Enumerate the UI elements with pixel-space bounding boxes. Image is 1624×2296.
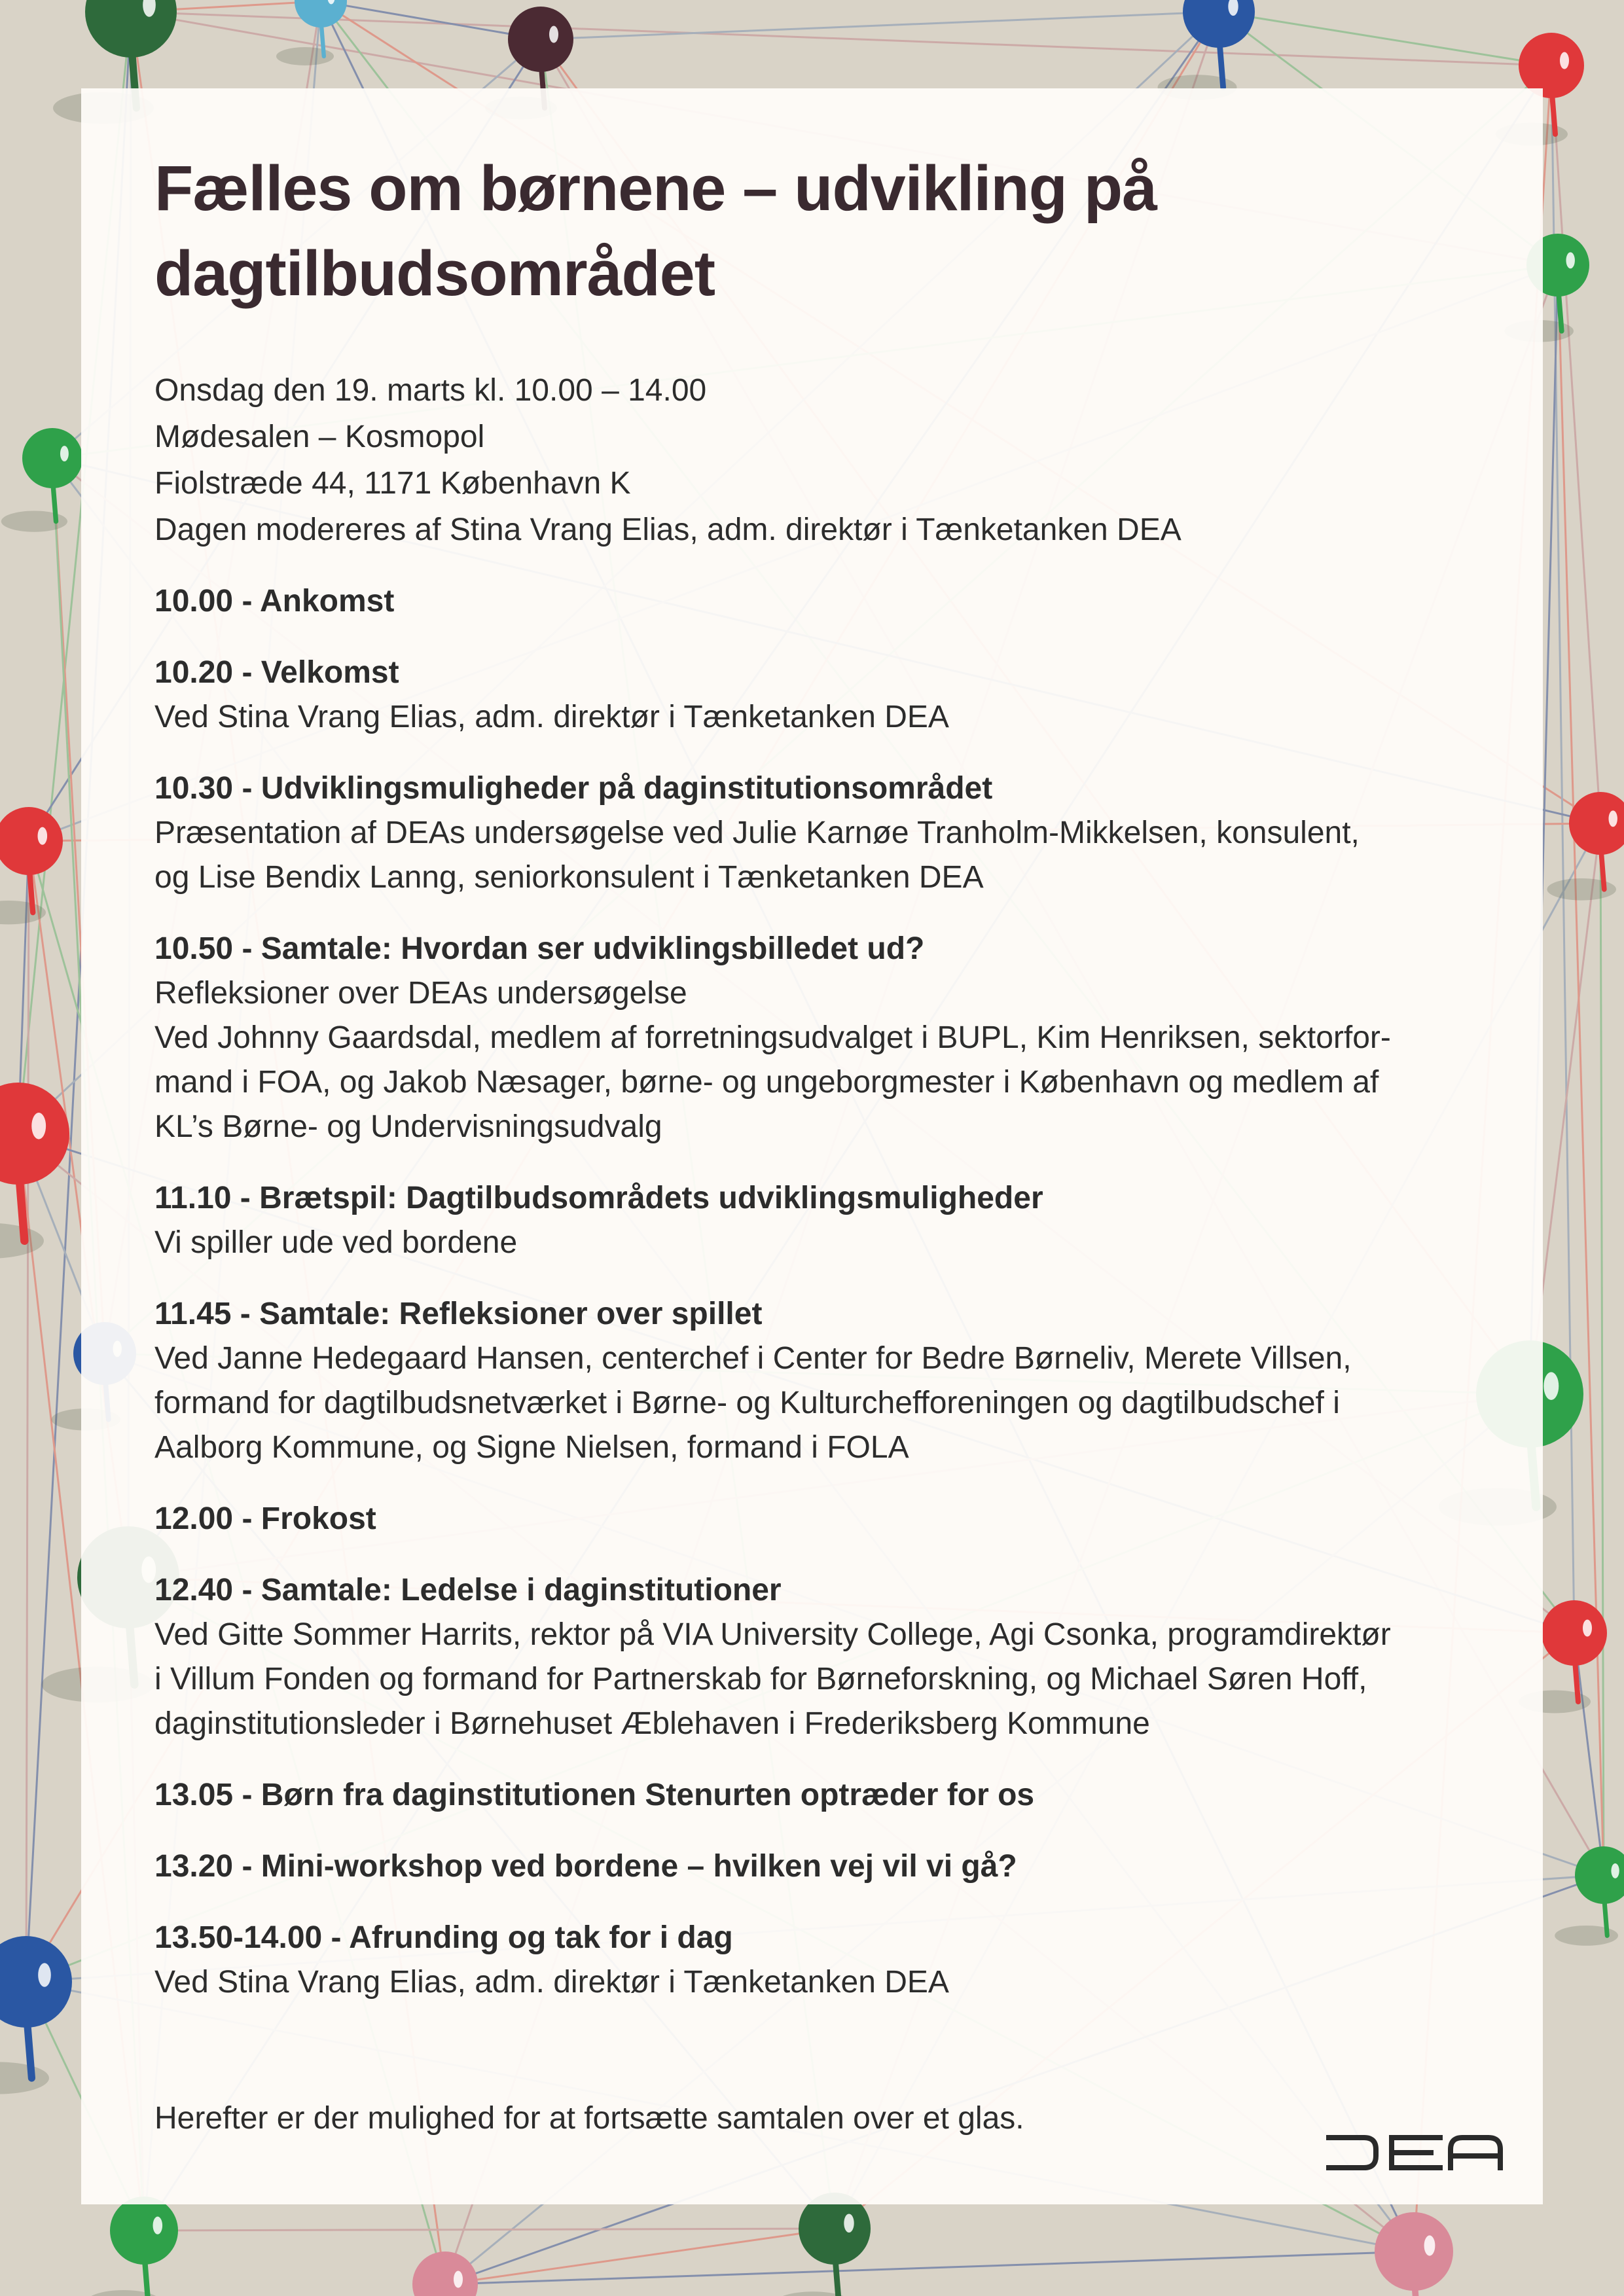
agenda-item-text: formand for dagtilbudsnetværket i Børne- og Kulturchefforeningen og dagtilbudschef i	[154, 1386, 1340, 1420]
agenda-item-text: KL’s Børne- og Undervisningsudvalg	[154, 1109, 662, 1144]
event-info	[154, 367, 1477, 553]
agenda-item	[154, 927, 1477, 1149]
pushpin-icon	[0, 1083, 69, 1259]
pushpin-icon	[0, 1936, 72, 2094]
event-venue: Mødesalen – Kosmopol	[154, 420, 485, 454]
agenda-item	[154, 1497, 1477, 1541]
agenda-item-text: Vi spiller ude ved bordene	[154, 1225, 518, 1260]
event-moderator: Dagen modereres af Stina Vrang Elias, adm. direktør i Tænketanken DEA	[154, 512, 1182, 547]
agenda-item-text: Ved Janne Hedegaard Hansen, centerchef i Center for Bedre Børneliv, Merete Villsen,	[154, 1341, 1352, 1376]
agenda-item-heading: 13.05 - Børn fra daginstitutionen Stenurten optræder for os	[154, 1778, 1035, 1812]
event-card	[81, 88, 1543, 2204]
agenda-item	[154, 1292, 1477, 1470]
agenda-item-heading: 12.00 - Frokost	[154, 1501, 376, 1536]
network-line	[144, 2229, 835, 2231]
agenda-item-text: og Lise Bendix Lanng, seniorkonsulent i Tænketanken DEA	[154, 860, 984, 895]
agenda-item-text: Refleksioner over DEAs undersøgelse	[154, 976, 687, 1011]
pushpin-icon	[774, 2193, 871, 2296]
page-title: Fælles om børnene – udvikling på dagtilbudsområdet	[154, 152, 1157, 309]
agenda-item	[154, 766, 1477, 900]
pushpin-icon	[86, 2197, 178, 2296]
pushpin-icon	[389, 2251, 478, 2296]
agenda-item-text: Ved Gitte Sommer Harrits, rektor på VIA University College, Agi Csonka, programdirektør	[154, 1617, 1391, 1652]
network-line	[1551, 65, 1600, 823]
agenda-item-heading: 10.50 - Samtale: Hvordan ser udviklingsbilledet ud?	[154, 931, 925, 966]
agenda-item-text: daginstitutionsleder i Børnehuset Æblehaven i Frederiksberg Kommune	[154, 1706, 1150, 1741]
agenda-item	[154, 1844, 1477, 1889]
event-address: Fiolstræde 44, 1171 København K	[154, 466, 631, 501]
pushpin-icon	[1, 428, 82, 532]
agenda-item-heading: 10.20 - Velkomst	[154, 655, 399, 690]
network-line	[445, 2251, 1414, 2284]
agenda-item-text: i Villum Fonden og formand for Partnerskab for Børneforskning, og Michael Søren Hoff,	[154, 1662, 1367, 1696]
agenda-item	[154, 1916, 1477, 2005]
agenda-item	[154, 1568, 1477, 1746]
pushpin-icon	[0, 807, 63, 924]
agenda-item	[154, 579, 1477, 624]
agenda-item-text: Ved Stina Vrang Elias, adm. direktør i Tænketanken DEA	[154, 700, 949, 734]
agenda-item	[154, 1773, 1477, 1818]
agenda	[154, 579, 1477, 2005]
agenda-item-text: Aalborg Kommune, og Signe Nielsen, formand i FOLA	[154, 1430, 909, 1465]
network-line	[1219, 12, 1551, 65]
network-line	[1600, 823, 1604, 1875]
dea-logo-icon	[1326, 2135, 1503, 2170]
network-line	[26, 841, 29, 1982]
agenda-item-heading: 10.00 - Ankomst	[154, 584, 395, 619]
agenda-item-text: Ved Johnny Gaardsdal, medlem af forretningsudvalget i BUPL, Kim Henriksen, sektorfor-	[154, 1020, 1391, 1055]
agenda-item	[154, 1176, 1477, 1265]
agenda-item-text: Ved Stina Vrang Elias, adm. direktør i Tænketanken DEA	[154, 1965, 949, 2000]
agenda-item-heading: 10.30 - Udviklingsmuligheder på daginstitutionsområdet	[154, 771, 993, 806]
agenda-item-heading: 12.40 - Samtale: Ledelse i daginstitutioner	[154, 1573, 782, 1607]
agenda-item	[154, 651, 1477, 740]
pushpin-icon	[1547, 792, 1624, 901]
closing-note: Herefter er der mulighed for at fortsætte samtalen over et glas.	[154, 2101, 1024, 2136]
agenda-item-text: Præsentation af DEAs undersøgelse ved Julie Karnøe Tranholm-Mikkelsen, konsulent,	[154, 816, 1360, 850]
network-line	[541, 12, 1219, 39]
agenda-item-text: mand i FOA, og Jakob Næsager, børne- og ungeborgmester i København og medlem af	[154, 1065, 1379, 1100]
agenda-item-heading: 11.10 - Brætspil: Dagtilbudsområdets udviklingsmuligheder	[154, 1181, 1043, 1215]
event-date: Onsdag den 19. marts kl. 10.00 – 14.00	[154, 373, 707, 408]
agenda-item-heading: 13.20 - Mini-workshop ved bordene – hvilken vej vil vi gå?	[154, 1849, 1017, 1884]
agenda-item-heading: 11.45 - Samtale: Refleksioner over spillet	[154, 1297, 763, 1331]
agenda-item-heading: 13.50-14.00 - Afrunding og tak for i dag	[154, 1920, 733, 1955]
network-line	[131, 12, 1551, 65]
